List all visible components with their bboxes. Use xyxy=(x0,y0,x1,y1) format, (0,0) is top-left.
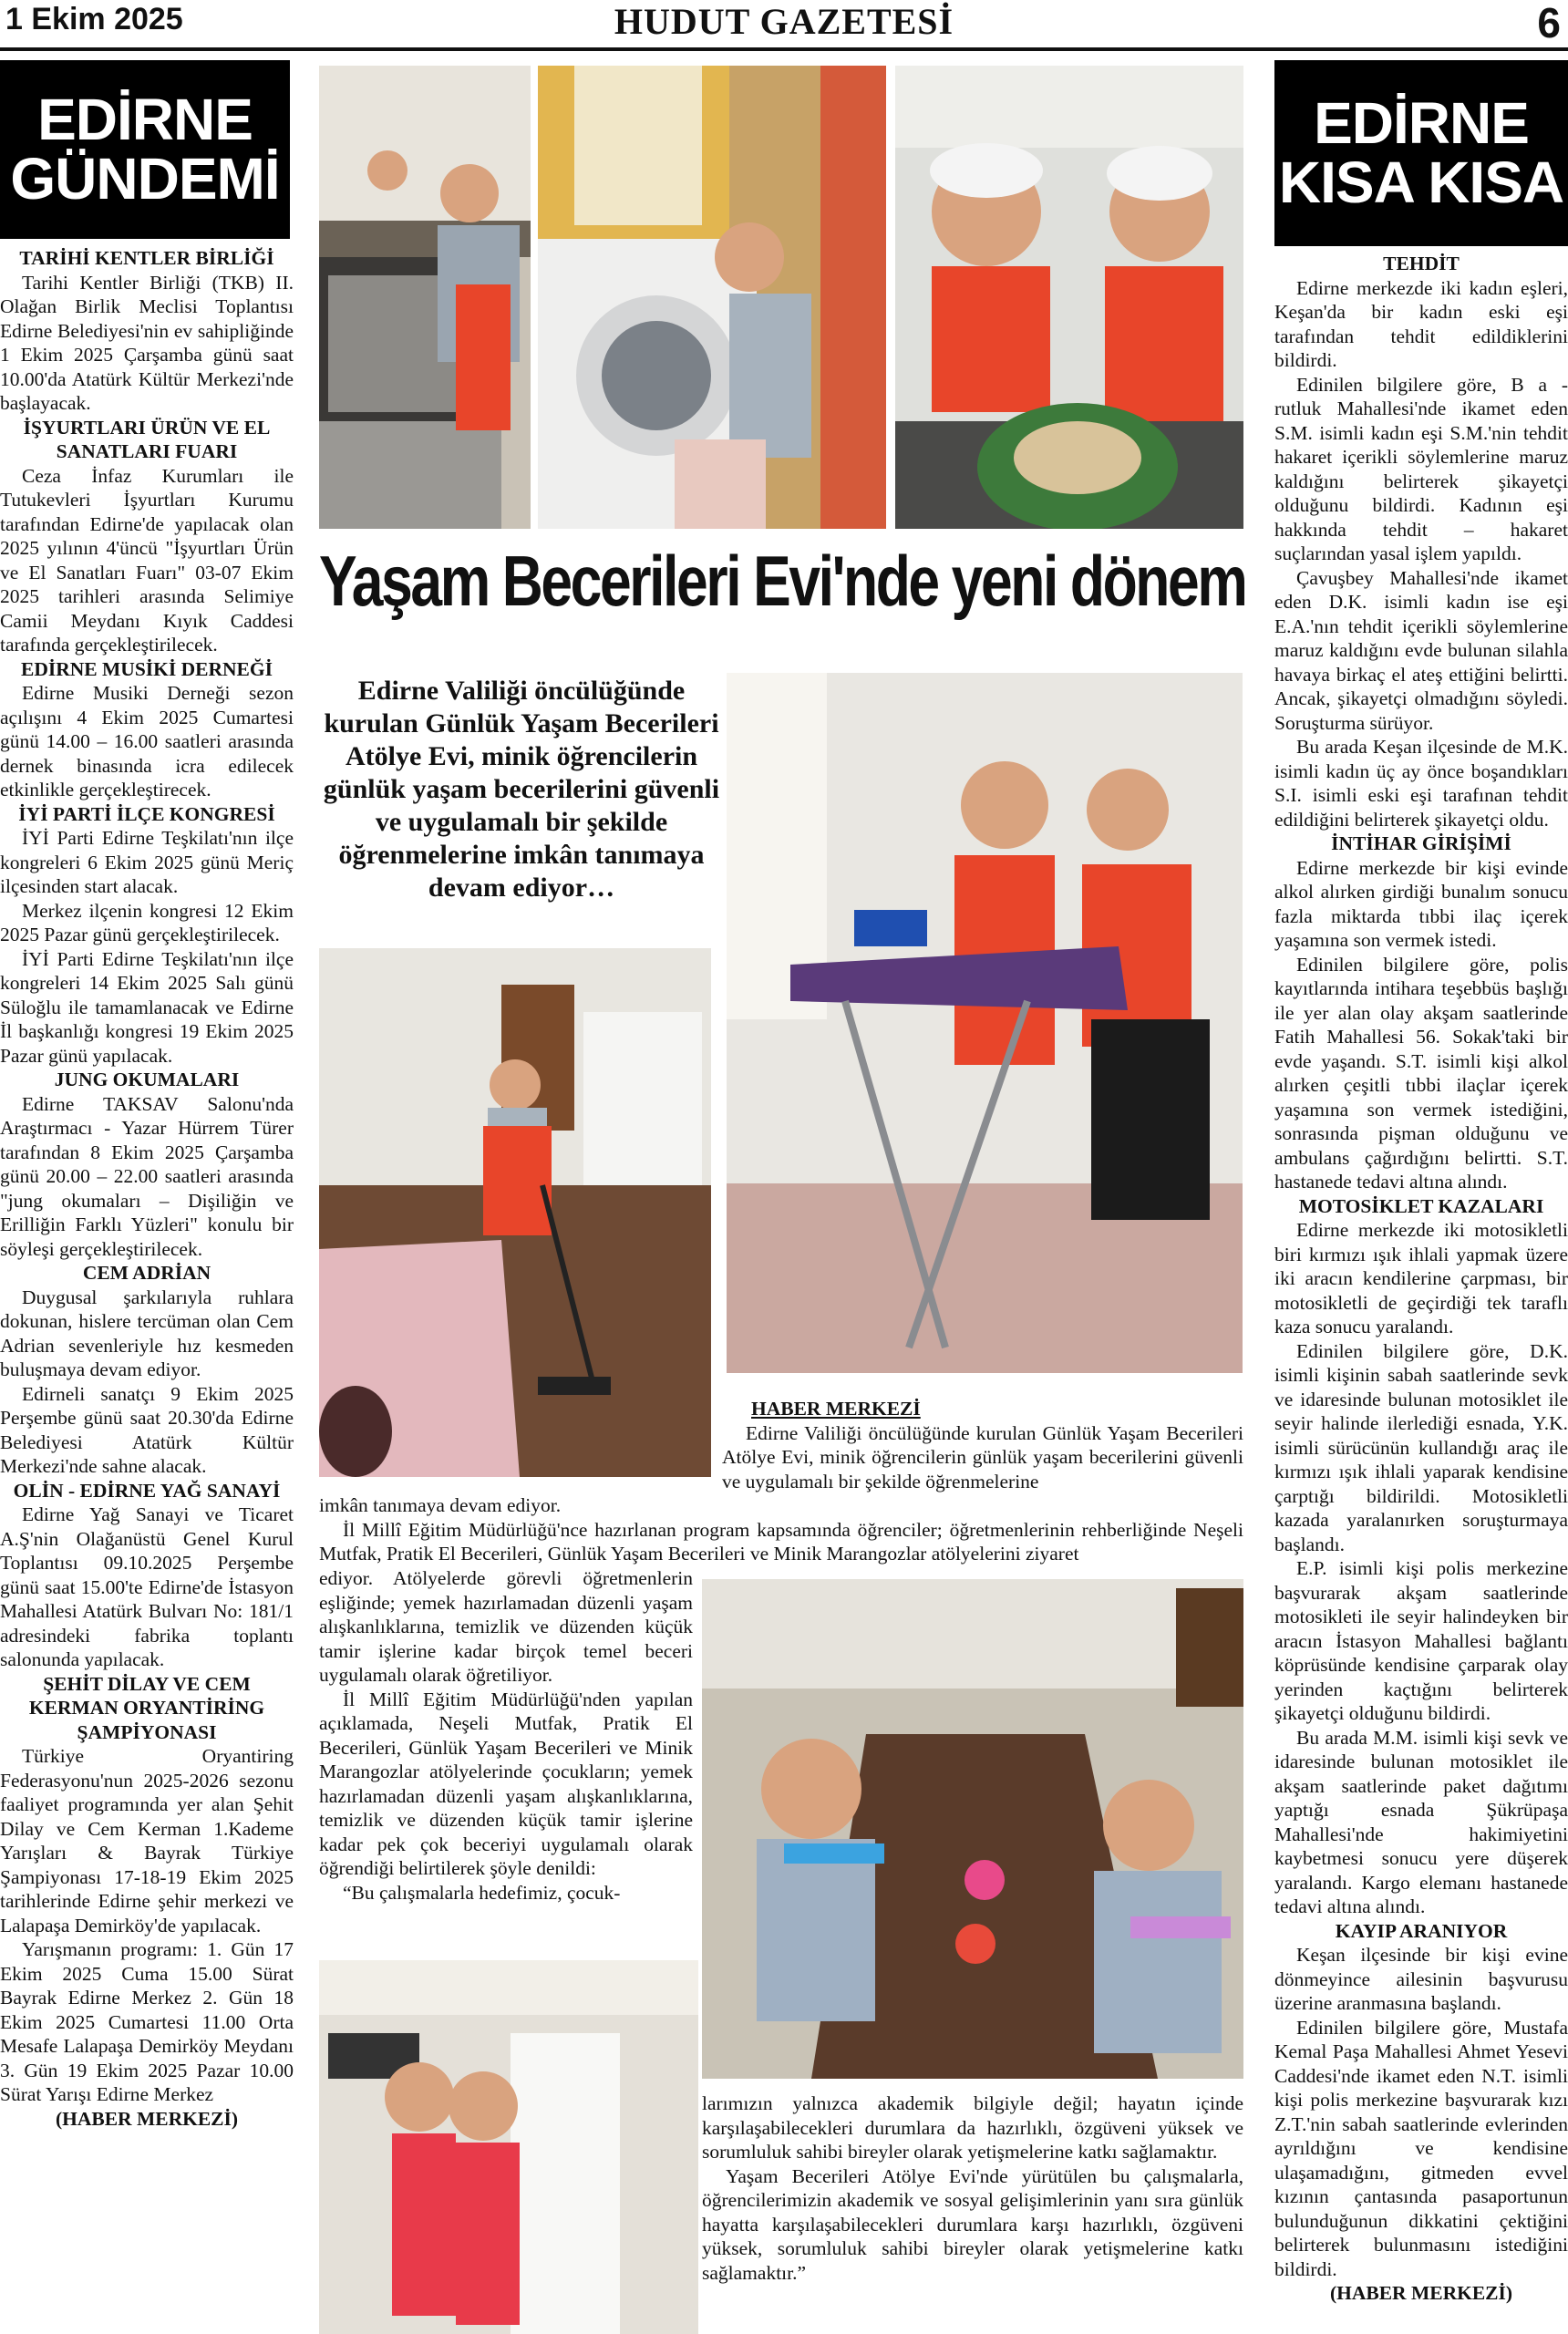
article-para-2-cont: ediyor. Atölyelerde görevli öğretmenlerin eşliğinde; yemek hazırlamadan düzenli yaşam alışkanlıklarına, temizlik ve düzenden küçük tamir işlerine kadar birçok temel beceri uygulamalı olarak öğretiliyor. xyxy=(319,1567,693,1686)
headline-spot: Edirne Valiliği öncülüğünde kurulan Günlük Yaşam Becerileri Atölye Evi, minik öğrencilerin günlük yaşam becerilerini güvenli ve uygulamalı bir şekilde öğrenmelerine imkân tanımaya devam ediyor… xyxy=(323,676,720,903)
news-paragraph: Edirne merkezde iki motosikletli biri kırmızı ışık ihlali yapmak üzere iki aracın kendilerine çarpması, bir motosikletli de geçirdiği tek taraflı kaza sonucu yaralandı. xyxy=(1274,1219,1568,1337)
article-lead-cont: imkân tanımaya devam ediyor. xyxy=(319,1494,562,1516)
news-paragraph: Bu arada M.M. isimli kişi sevk ve idaresinde bulunan motosiklet ile akşam saatlerinde paket dağıtımı yaptığı esnada Şükrüpaşa Mahallesi'nde hakimiyetini kaybetmesi sonucu yere düşerek yaralandı. Kargo elemanı hastanede tedavi altına alındı. xyxy=(1274,1726,1568,1917)
article-para-4-cont: larımızın yalnızca akademik bilgiyle değil; hayatın içinde karşılaşabilecekleri durumlara da hazırlıklı, özgüveni yüksek ve sorumluluk sahibi bireyler olarak yetişmelerine katkı sağlamaktır. xyxy=(702,2092,1243,2163)
article-bottom xyxy=(702,2091,1243,2285)
page-number: 6 xyxy=(1537,0,1561,46)
issue-date: 1 Ekim 2025 xyxy=(5,2,183,36)
photo-dishwasher xyxy=(319,66,531,529)
news-paragraph: Edirne Musiki Derneği sezon açılışını 4 Ekim 2025 Cumartesi günü 14.00 – 16.00 saatleri arasında dernek binasında icra edilecek etkinlikle gerçekleştirecek. xyxy=(0,682,294,800)
news-paragraph: E.P. isimli kişi polis merkezine başvurarak akşam saatlerinde motosikleti ile seyir halindeyken bir aracın İstasyon Mahallesi bağlantı köprüsünde kendisine çarparak olay yerinden kaçtığını belirterek şikayetçi olduğunu bildirdi. xyxy=(1274,1557,1568,1724)
page-header xyxy=(0,0,1568,51)
section-title-line: KISA KISA xyxy=(1278,150,1564,215)
section-title-line: GÜNDEMİ xyxy=(10,146,280,212)
article-para-3: İl Millî Eğitim Müdürlüğü'nden yapılan açıklamada, Neşeli Mutfak, Pratik El Becerileri, Günlük Yaşam Becerileri ve Minik Marangozlar atölyelerinde çocukların; yemek hazırlamadan düzenli yaşam alışkanlıklarına, temizlik ve düzenden küçük tamir işlerine kadar pek çok beceriyi uygulamalı olarak öğrendiği belirtilerek şöyle denildi: xyxy=(319,1688,693,1879)
news-paragraph: Ceza İnfaz Kurumları ile Tutukevleri İşyurtları Kurumu tarafından Edirne'de yapılacak olan 2025 yılının 4'üncü "İşyurtları Ürün ve El Sanatları Fuarı" 03-07 Ekim 2025 tarihleri arasında Selimiye Camii Meydanı Kıyık Caddesi tarafında gerçekleştirilecek. xyxy=(0,464,294,656)
news-heading: İNTİHAR GİRİŞİMİ xyxy=(1331,832,1511,854)
article-para-4: “Bu çalışmalarla hedefimiz, çocuk- xyxy=(343,1881,621,1904)
news-paragraph: Edirne merkezde iki kadın eşleri, Keşan'da bir kadın eski eşi tarafından tehdit edildiklerini bildirdi. xyxy=(1274,276,1568,371)
news-heading: İŞYURTLARI ÜRÜN VE EL SANATLARI FUARI xyxy=(23,416,271,462)
photo-vacuum xyxy=(319,948,711,1477)
news-heading: TARİHİ KENTLER BİRLİĞİ xyxy=(19,247,274,269)
news-paragraph: Edinilen bilgilere göre, Mustafa Kemal Paşa Mahallesi Ahmet Yesevi Caddesi'nde ikamet eden N.T. isimli kişi polis merkezine başvurarak kızı Z.T.'nin sabah saatlerinde evlerinden ayrıldığını ve kendisine ulaşamadığını, gitmeden evvel kızının çantasında pasaportunun bulunduğunun dikkatini çektiğini belirterek bulunmasını istediğini bildirdi. xyxy=(1274,2016,1568,2280)
section-title-line: EDİRNE xyxy=(1314,89,1529,156)
article-para-2: İl Millî Eğitim Müdürlüğü'nce hazırlanan program kapsamında öğrenciler; öğretmenlerinin rehberliğinde Neşeli Mutfak, Pratik El Becerileri, Günlük Yaşam Becerileri ve Minik Marangozlar atölyelerini ziyaret xyxy=(319,1518,1243,1565)
column-signoff: (HABER MERKEZİ) xyxy=(55,2107,239,2130)
news-paragraph: Duygusal şarkılarıyla ruhlara dokunan, hislere tercüman olan Cem Adrian sevenleriyle hız kesmeden buluşmaya devam ediyor. xyxy=(0,1286,294,1380)
news-paragraph: Edirne merkezde bir kişi evinde alkol alırken girdiği bunalım sonucu fazla miktarda tıbbi ilaç içerek yaşamına son vermek istedi. xyxy=(1274,856,1568,951)
news-paragraph: Bu arada Keşan ilçesinde de M.K. isimli kadın üç ay önce boşandıkları S.I. isimli eski eşi tarafınan tehdit edildiğini belirterek şikayetçi oldu. xyxy=(1274,736,1568,831)
news-paragraph: Tarihi Kentler Birliği (TKB) II. Olağan Birlik Meclisi Toplantısı Edirne Belediyesi'nin ev sahipliğinde 1 Ekim 2025 Çarşamba günü saat 10.00'da Atatürk Kültür Merkezi'nde başlayacak. xyxy=(0,271,294,414)
news-paragraph: Edirne TAKSAV Salonu'nda Araştırmacı - Yazar Hürrem Türer tarafından 8 Ekim 2025 Çarşamba günü 20.00 – 22.00 saatleri arasında "jung okumaları – Dişiliğin ve Erilliğin Farklı Yüzleri" konulu bir söyleşi gerçekleştirilecek. xyxy=(0,1092,294,1260)
news-heading: CEM ADRİAN xyxy=(82,1262,211,1284)
news-heading: TEHDİT xyxy=(1383,253,1460,274)
column-signoff: (HABER MERKEZİ) xyxy=(1329,2282,1513,2304)
article-lead-text: Edirne Valiliği öncülüğünde kurulan Günlük Yaşam Becerileri Atölye Evi, minik öğrencilerin günlük yaşam becerilerini güvenli ve uygulamalı bir şekilde öğrenmelerine xyxy=(722,1421,1243,1492)
news-paragraph: Edirne Yağ Sanayi ve Ticaret A.Ş'nin Olağanüstü Genel Kurul Toplantısı 09.10.2025 Perşembe günü saat 15.00'te Edirne'de İstasyon Mahallesi Atatürk Bulvarı No: 181/1 adresindeki fabrika toplantı salonunda yapılacak. xyxy=(0,1503,294,1670)
news-paragraph: Edirneli sanatçı 9 Ekim 2025 Perşembe günü saat 20.30'da Edirne Belediyesi Atatürk Kültür Merkezi'nde sahne alacak. xyxy=(0,1382,294,1477)
news-heading: OLİN - EDİRNE YAĞ SANAYİ xyxy=(13,1479,281,1502)
news-paragraph: Merkez ilçenin kongresi 12 Ekim 2025 Pazar günü gerçekleştirilecek. xyxy=(0,899,294,945)
newspaper-name: HUDUT GAZETESİ xyxy=(614,1,954,42)
news-heading: MOTOSİKLET KAZALARI xyxy=(1298,1194,1544,1217)
article-narrow xyxy=(319,1566,693,1905)
news-heading: ŞEHİT DİLAY VE CEM KERMAN ORYANTİRİNG ŞAMPİYONASI xyxy=(28,1672,265,1743)
news-paragraph: Çavuşbey Mahallesi'nde ikamet eden D.K. isimli kadın ise eşi E.A.'nın tehdit içerikli söylemlerine maruz kaldığını evde bulunan silahla havaya birkaç el ateş ettiğini belirtti. Ancak, şikayetçi olmadığını söyledi. Soruşturma sürüyor. xyxy=(1274,566,1568,734)
news-paragraph: Edinilen bilgilere göre, D.K. isimli kişinin sabah saatlerinde sevk ve idaresinde bulunan motosiklet ile seyir halinde ilerlediği esnada, Y.K. isimli sürücünün kullandığı araç ile kırmızı ışık ihlali yaparak kendisine çarptığı bildirildi. Motosikletli kazada yaralanırken soruşturmaya başlandı. xyxy=(1274,1339,1568,1555)
section-title-kisa-kisa xyxy=(1274,60,1568,246)
photo-classroom-table xyxy=(702,1579,1243,2079)
news-paragraph: Edinilen bilgilere göre, polis kayıtlarında intihara teşebbüs başlığı ile yer alan olay akşam saatlerinde Fatih Mahallesi 56. Sokak'taki bir evde yaşandı. S.T. isimli kişi alkol alırken çeşitli tıbbi ilaçlar içerek yaşamına son vermek istediğini, sonrasında pişman olduğunu ve ambulans çağırdığını belirtti. S.T. hastanede tedavi altına alındı. xyxy=(1274,953,1568,1193)
photo-washing-machine xyxy=(538,66,886,529)
news-paragraph: İYİ Parti Edirne Teşkilatı'nın ilçe kongreleri 14 Ekim 2025 Salı günü Süloğlu ile tamamlanacak ve Edirne İl başkanlığı kongresi 19 Ekim 2025 Pazar günü yapılacak. xyxy=(0,947,294,1067)
news-heading: İYİ PARTİ İLÇE KONGRESİ xyxy=(18,802,275,825)
gundem-column xyxy=(0,246,294,2131)
article-para-5: Yaşam Becerileri Atölye Evi'nde yürütülen bu çalışmalarla, öğrencilerimizin akademik ve sosyal gelişimlerinin yanı sıra günlük hayatta karşılaşabilecekleri durumlara karşı hazırlıklı, özgüveni yüksek, sorumluluk sahibi bireyler olarak yetişmelerine katkı sağlamaktır.” xyxy=(702,2164,1243,2284)
section-title-gundem xyxy=(0,60,290,239)
article-byline: HABER MERKEZİ xyxy=(751,1398,921,1420)
news-paragraph: Edinilen bilgilere göre, B a - rutluk Mahallesi'nde ikamet eden S.M. isimli kadın eşi S.M.'nin tehdit hakaret içerikli söylemlerine maruz kaldığını belirterek şikayetçi olduğunu bildirdi. Kadının eşi hakkında tehdit – hakaret suçlarından yasal işlem yapıldı. xyxy=(1274,373,1568,564)
news-heading: EDİRNE MUSİKİ DERNEĞİ xyxy=(21,657,273,680)
news-heading: JUNG OKUMALARI xyxy=(54,1069,240,1090)
news-paragraph: İYİ Parti Edirne Teşkilatı'nın ilçe kongreleri 6 Ekim 2025 günü Meriç ilçesinden start alacak. xyxy=(0,827,294,897)
article-lead xyxy=(722,1397,1243,1493)
photo-kitchen-baking xyxy=(895,66,1243,529)
news-paragraph: Yarışmanın programı: 1. Gün 17 Ekim 2025 Cuma 15.00 Sürat Bayrak Edirne Merkez 2. Gün 18 Ekim 2025 Cumartesi 11.00 Orta Mesafe Lalapaşa Demirköy Meydanı 3. Gün 19 Ekim 2025 Pazar 10.00 Sürat Yarışı Edirne Merkez xyxy=(0,1938,294,2105)
main-headline: Yaşam Becerileri Evi'nde yeni dönem xyxy=(319,541,1246,621)
article-fullwidth xyxy=(319,1493,1243,1566)
kisa-kisa-column xyxy=(1274,252,1568,2306)
photo-shelf xyxy=(319,1960,698,2334)
photo-ironing xyxy=(727,673,1243,1373)
news-paragraph: Keşan ilçesinde bir kişi evine dönmeyince ailesinin başvurusu üzerine aranmasına başlandı. xyxy=(1274,1944,1568,2014)
section-title-line: EDİRNE xyxy=(37,86,253,152)
news-paragraph: Türkiye Oryantiring Federasyonu'nun 2025-2026 sezonu faaliyet programında yer alan Şehit Dilay ve Cem Kerman 1.Kademe Yarışları & Bayrak Türkiye Şampiyonası 17-18-19 Ekim 2025 tarihlerinde Edirne şehir merkezi ve Lalapaşa Demirköy'de yapılacak. xyxy=(0,1745,294,1936)
news-heading: KAYIP ARANIYOR xyxy=(1335,1919,1508,1942)
